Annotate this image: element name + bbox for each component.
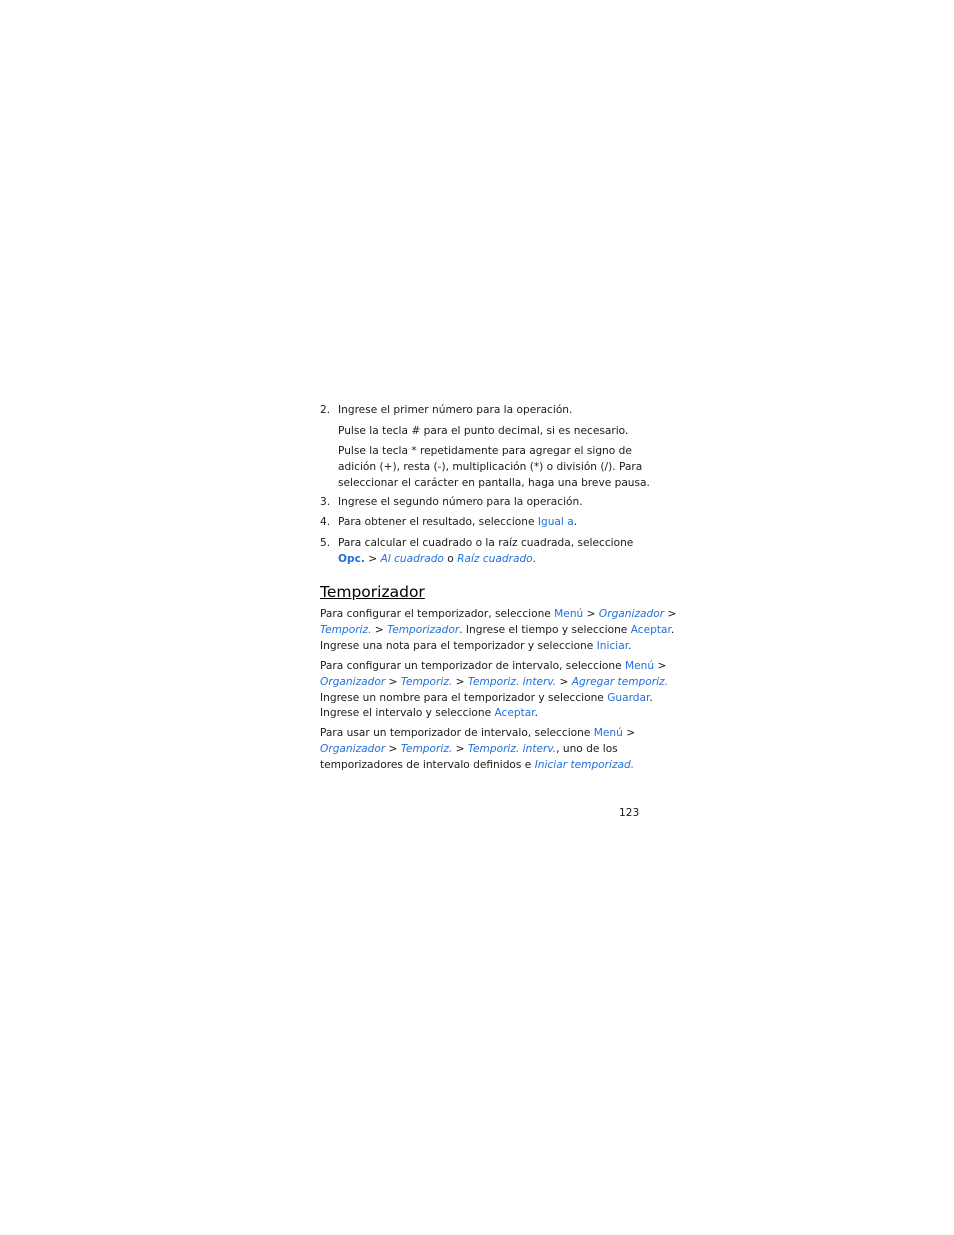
menu-command-iniciar: Iniciar xyxy=(596,639,629,652)
paragraph xyxy=(320,659,668,722)
text-run: Para obtener el resultado, seleccione xyxy=(338,516,538,528)
step-text: Ingrese el primer número para la operación. xyxy=(338,404,573,416)
step-number: 2. xyxy=(320,404,331,416)
menu-command-menu: Menú xyxy=(624,660,655,672)
menu-item-temporiz: Temporiz. xyxy=(320,623,372,636)
text-run: . xyxy=(532,552,537,565)
menu-command-aceptar: Aceptar xyxy=(630,623,671,636)
menu-item-organizador: Organizador xyxy=(320,742,386,755)
menu-command-igual-a: Igual a xyxy=(537,516,574,528)
menu-item-temporiz: Temporiz. xyxy=(400,675,453,688)
menu-item-al-cuadrado: Al cuadrado xyxy=(380,552,444,565)
text-run: . Ingrese el tiempo y seleccione xyxy=(459,623,631,636)
separator: > xyxy=(452,742,468,755)
step-number: 5. xyxy=(320,537,331,549)
step-text: Ingrese el segundo número para la operación. xyxy=(338,496,583,508)
menu-command-aceptar: Aceptar xyxy=(494,707,535,720)
note-line: seleccionar el carácter en pantalla, haga una breve pausa. xyxy=(338,476,650,489)
text-run: Ingrese el intervalo y seleccione xyxy=(320,707,495,720)
menu-item-organizador: Organizador xyxy=(320,675,386,688)
step-text xyxy=(338,515,577,531)
text-run: . xyxy=(670,623,675,636)
menu-command-menu: Menú xyxy=(554,608,584,620)
menu-item-temporizador: Temporizador xyxy=(387,623,460,636)
text-run: . xyxy=(628,639,632,652)
text-run: . xyxy=(573,516,578,528)
separator: > xyxy=(364,552,381,565)
separator: > xyxy=(664,608,677,620)
separator: > xyxy=(556,675,572,688)
step-number: 3. xyxy=(320,496,331,508)
menu-item-temporiz: Temporiz. xyxy=(400,742,453,755)
text-run: , uno de los xyxy=(556,742,618,755)
separator: > xyxy=(385,675,401,688)
separator: > xyxy=(583,608,599,620)
page-number: 123 xyxy=(619,807,640,819)
text-run: Para usar un temporizador de intervalo, seleccione xyxy=(320,727,594,739)
text-run: . xyxy=(649,691,653,704)
text-run: Para configurar un temporizador de intervalo, seleccione xyxy=(320,660,625,672)
section-heading: Temporizador xyxy=(320,583,425,601)
separator: > xyxy=(452,675,468,688)
text-run: Para configurar el temporizador, seleccione xyxy=(320,608,555,620)
step-note: Pulse la tecla # para el punto decimal, si es necesario. xyxy=(338,425,629,437)
text-run: . xyxy=(534,707,539,720)
menu-item-organizador: Organizador xyxy=(598,608,665,620)
menu-command-menu: Menú xyxy=(593,727,623,739)
menu-item-iniciar-temporizad: Iniciar temporizad. xyxy=(534,758,635,771)
separator: > xyxy=(622,727,636,739)
separator: > xyxy=(371,623,388,636)
paragraph xyxy=(320,607,676,654)
text-run: Ingrese una nota para el temporizador y seleccione xyxy=(320,639,597,652)
step-text xyxy=(338,536,633,568)
note-line: Pulse la tecla * repetidamente para agregar el signo de xyxy=(338,445,632,457)
text-run: Ingrese un nombre para el temporizador y seleccione xyxy=(320,691,608,704)
softkey-opc: Opc. xyxy=(338,552,365,565)
step-note xyxy=(338,444,650,491)
menu-item-temporiz-interv: Temporiz. interv. xyxy=(467,675,557,688)
separator: > xyxy=(654,660,667,672)
step-number: 4. xyxy=(320,516,331,528)
text-run: o xyxy=(443,552,458,565)
menu-item-agregar-temporiz: Agregar temporiz. xyxy=(571,675,668,688)
separator: > xyxy=(385,742,401,755)
menu-item-temporiz-interv: Temporiz. interv. xyxy=(467,742,557,755)
text-run: temporizadores de intervalo definidos e xyxy=(320,758,535,771)
menu-item-raiz-cuadrado: Raíz cuadrado xyxy=(457,552,533,565)
note-line: adición (+), resta (-), multiplicación (*) o división (/). Para xyxy=(338,460,643,473)
menu-command-guardar: Guardar xyxy=(607,691,650,704)
paragraph xyxy=(320,726,635,773)
text-run: Para calcular el cuadrado o la raíz cuadrada, seleccione xyxy=(338,537,634,549)
